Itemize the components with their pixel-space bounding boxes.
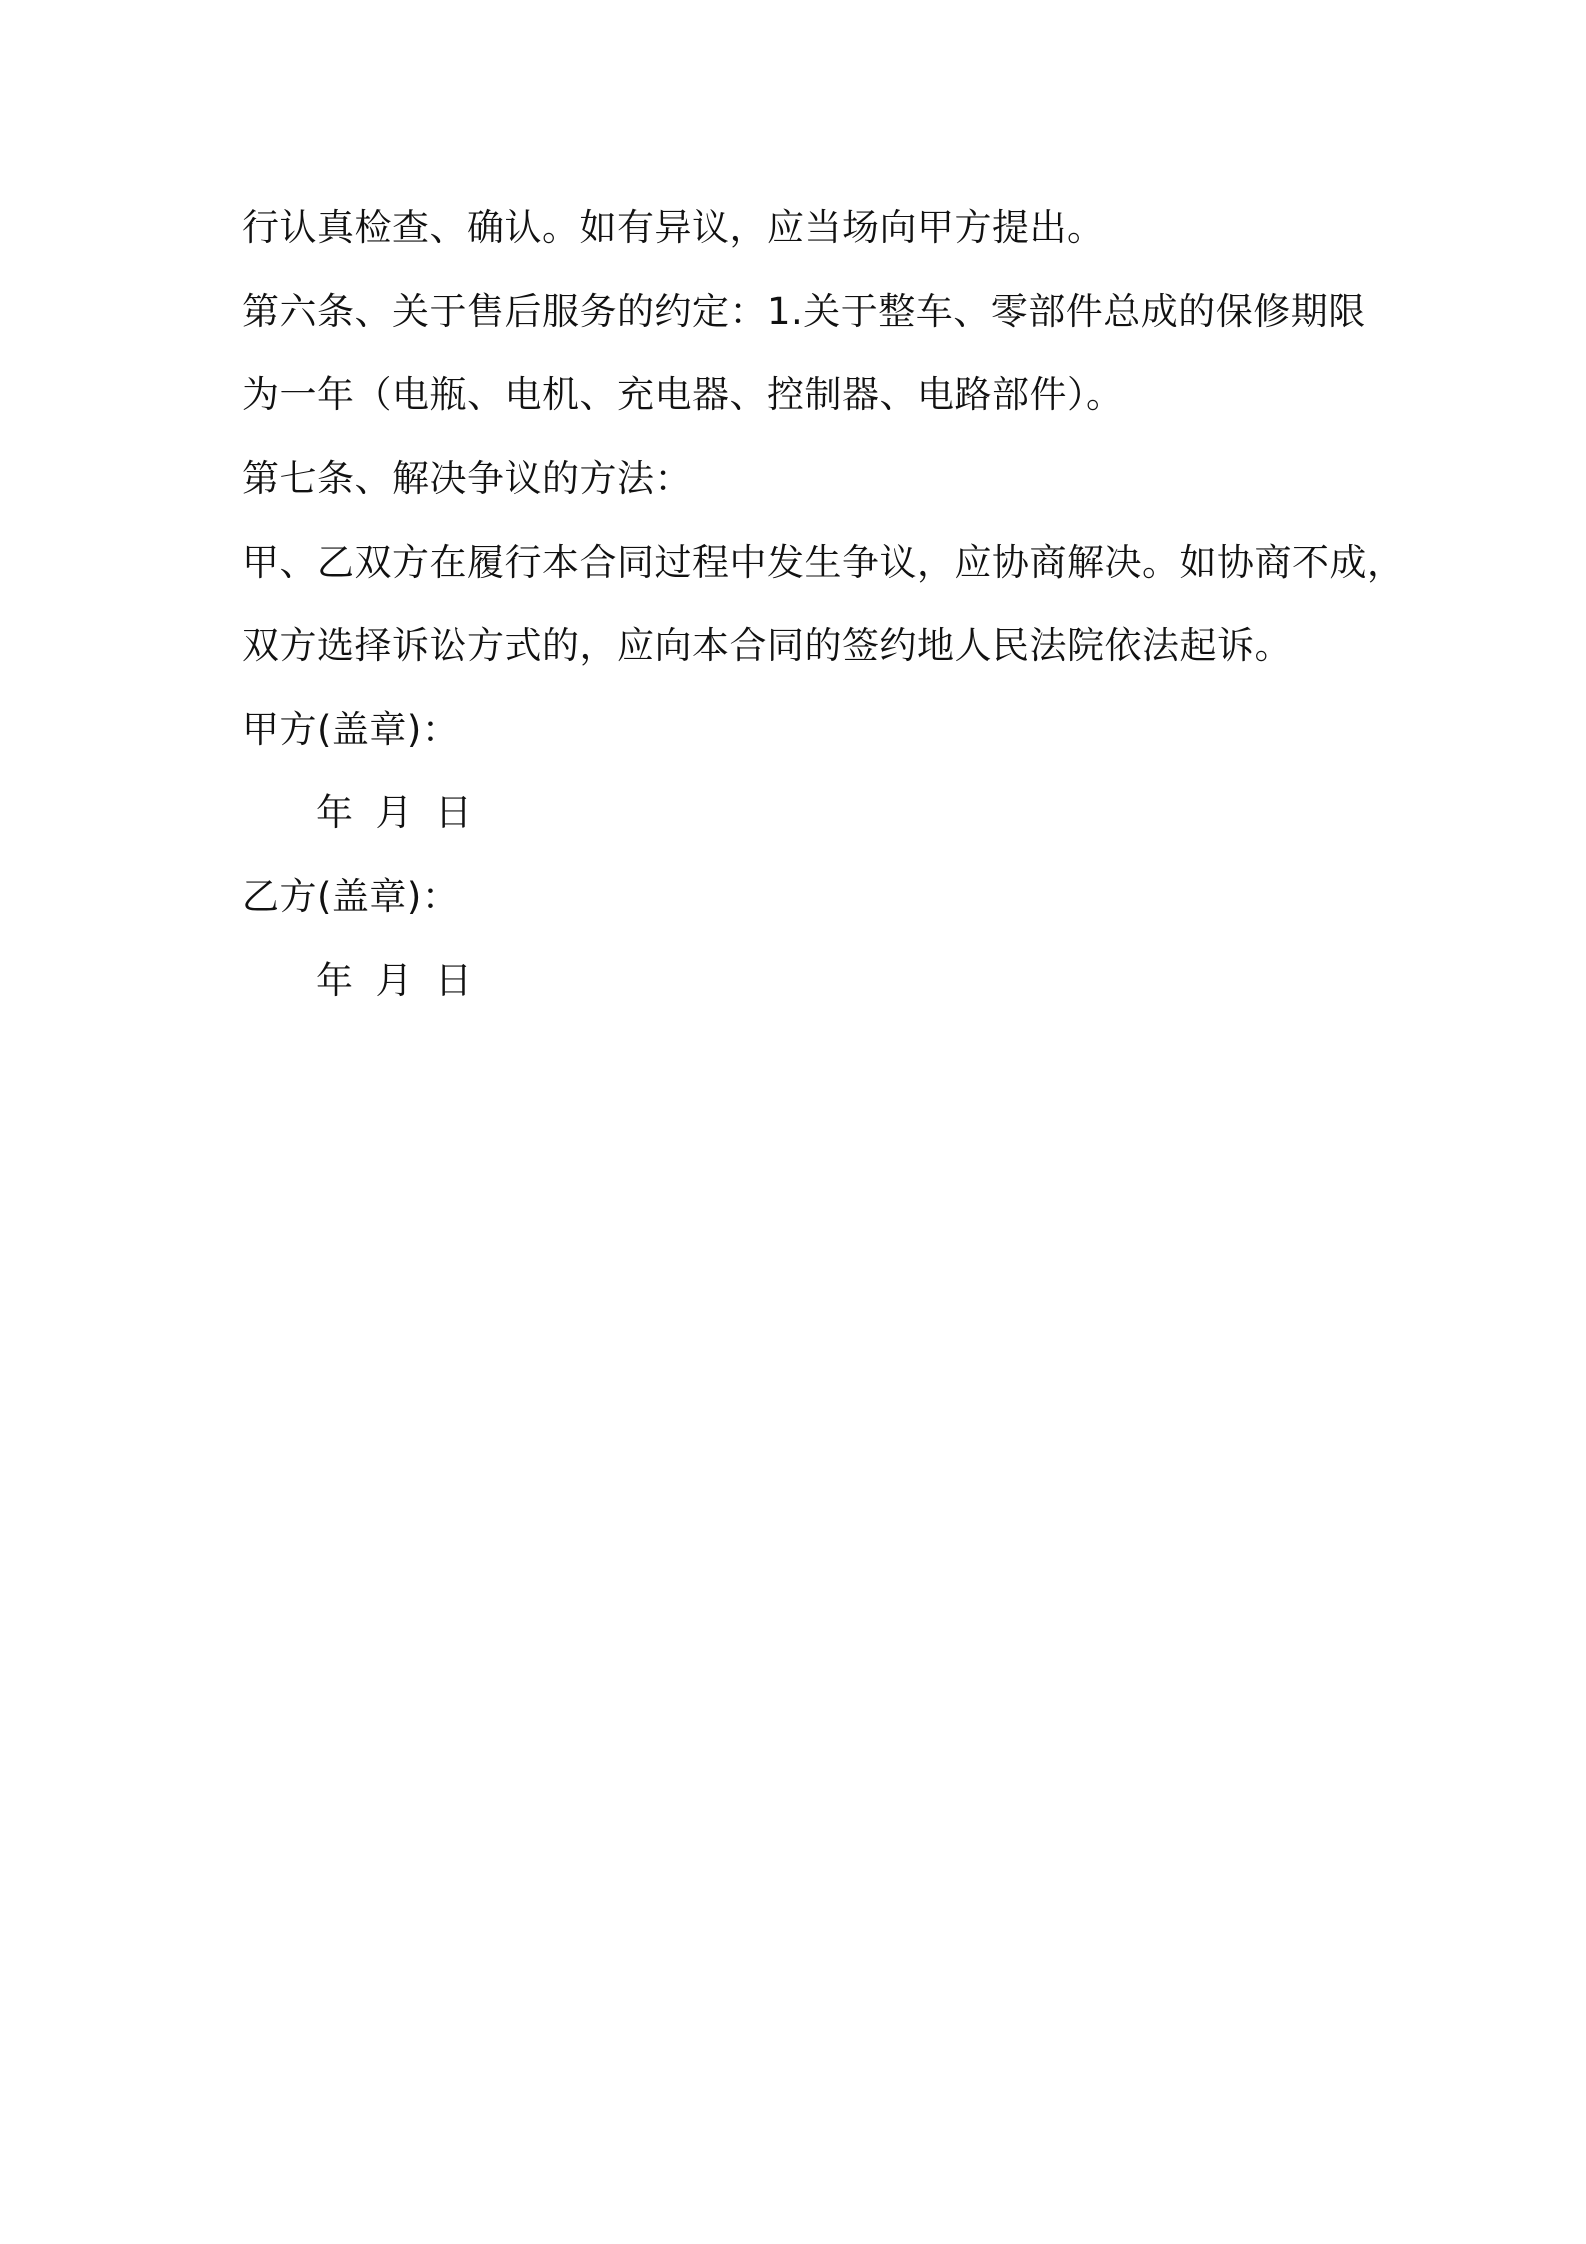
party-a-month: 月 — [375, 791, 413, 834]
party-b-year: 年 — [316, 959, 354, 1002]
dispute-line-1: 甲、乙双方在履行本合同过程中发生争议，应协商解决。如协商不成， — [242, 541, 1405, 584]
party-b-month: 月 — [375, 959, 413, 1002]
article-six-line-2: 为一年（电瓶、电机、充电器、控制器、电路部件）。 — [242, 373, 1124, 416]
party-a-day: 日 — [435, 791, 473, 834]
dispute-line-2: 双方选择诉讼方式的，应向本合同的签约地人民法院依法起诉。 — [242, 624, 1292, 667]
party-a-date — [316, 790, 495, 836]
party-b-day: 日 — [435, 959, 473, 1002]
text-line-1: 行认真检查、确认。如有异议，应当场向甲方提出。 — [242, 206, 1105, 249]
party-a-year: 年 — [316, 791, 354, 834]
article-six-line-1: 第六条、关于售后服务的约定：1.关于整车、零部件总成的保修期限 — [242, 290, 1366, 333]
party-b-date — [316, 958, 495, 1004]
article-seven-heading: 第七条、解决争议的方法： — [242, 457, 692, 500]
party-a-seal-label: 甲方(盖章)： — [242, 708, 460, 751]
party-b-seal-label: 乙方(盖章)： — [242, 875, 460, 918]
